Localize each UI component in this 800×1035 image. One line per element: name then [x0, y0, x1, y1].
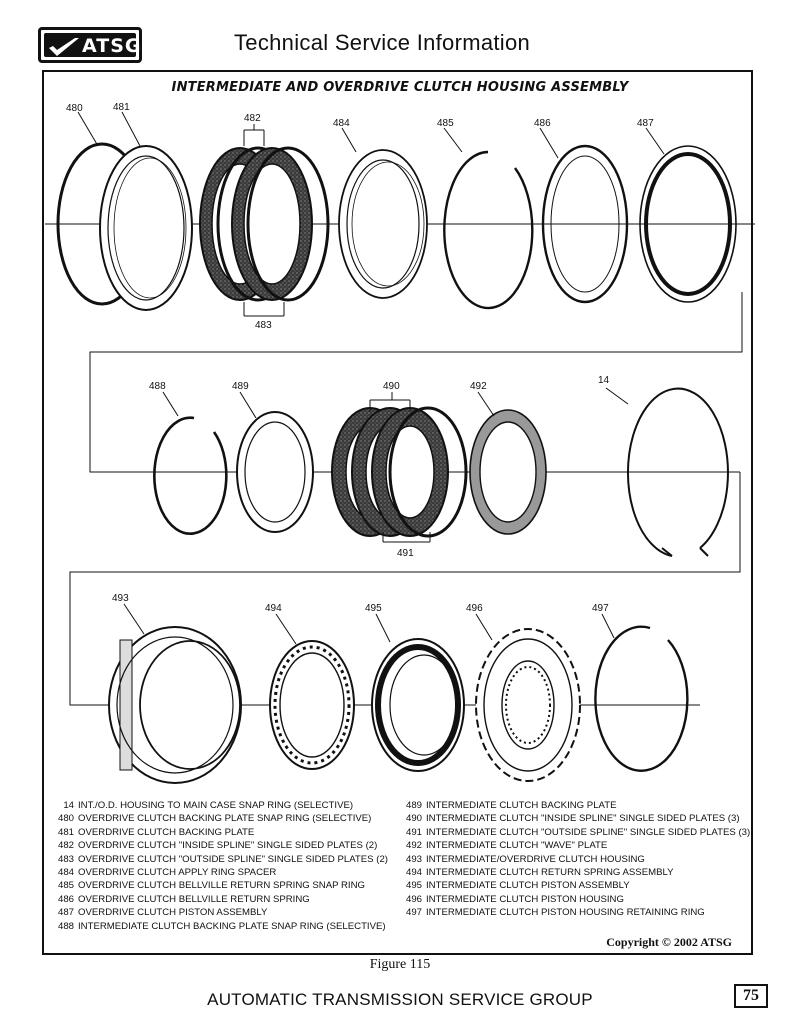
- callout-489: 489: [232, 381, 249, 392]
- legend-item: 496 INTERMEDIATE CLUTCH PISTON HOUSING: [405, 893, 624, 905]
- callout-495: 495: [365, 603, 382, 614]
- legend-item: 495 INTERMEDIATE CLUTCH PISTON ASSEMBLY: [405, 880, 630, 892]
- callout-493: 493: [112, 593, 129, 604]
- callout-490: 490: [383, 381, 400, 392]
- part-481-backing-plate: [100, 146, 192, 310]
- callout-484: 484: [333, 118, 350, 129]
- copyright-notice: Copyright © 2002 ATSG: [606, 935, 732, 949]
- legend-item: 482 OVERDRIVE CLUTCH "INSIDE SPLINE" SINGLE SIDED PLATES (2): [57, 840, 378, 852]
- part-485-snap-ring: [444, 152, 532, 308]
- part-489-backing-plate: [237, 412, 313, 532]
- legend-item: 492 INTERMEDIATE CLUTCH "WAVE" PLATE: [405, 840, 608, 852]
- footer-text: AUTOMATIC TRANSMISSION SERVICE GROUP: [207, 990, 593, 1009]
- legend-item: 493 INTERMEDIATE/OVERDRIVE CLUTCH HOUSING: [405, 853, 645, 865]
- header-title: Technical Service Information: [234, 30, 531, 55]
- part-495-piston-assembly: [372, 639, 464, 771]
- legend-left: [52, 799, 388, 933]
- callout-14: 14: [598, 375, 610, 386]
- part-492-wave-plate: [470, 410, 546, 534]
- legend-item: 488 INTERMEDIATE CLUTCH BACKING PLATE SNAP RING (SELECTIVE): [57, 920, 386, 932]
- callout-491: 491: [397, 548, 414, 559]
- logo-text: ATSG: [82, 35, 142, 57]
- figure-label: Figure 115: [369, 957, 431, 972]
- callout-494: 494: [265, 603, 282, 614]
- callout-497: 497: [592, 603, 609, 614]
- callout-486: 486: [534, 118, 551, 129]
- legend-item: 480 OVERDRIVE CLUTCH BACKING PLATE SNAP RING (SELECTIVE): [57, 813, 372, 825]
- legend-item: 494 INTERMEDIATE CLUTCH RETURN SPRING ASSEMBLY: [405, 867, 674, 879]
- callout-492: 492: [470, 381, 487, 392]
- legend-item: 484 OVERDRIVE CLUTCH APPLY RING SPACER: [57, 867, 277, 879]
- legend-item: 487 OVERDRIVE CLUTCH PISTON ASSEMBLY: [57, 907, 268, 919]
- callout-482: 482: [244, 113, 261, 124]
- diagram-title: INTERMEDIATE AND OVERDRIVE CLUTCH HOUSING ASSEMBLY: [171, 80, 629, 95]
- legend-item: 489 INTERMEDIATE CLUTCH BACKING PLATE: [405, 800, 617, 811]
- legend-item: 486 OVERDRIVE CLUTCH BELLVILLE RETURN SPRING: [57, 893, 310, 905]
- callout-487: 487: [637, 118, 654, 129]
- part-494-return-spring-assembly: [270, 641, 354, 769]
- legend-item: 497 INTERMEDIATE CLUTCH PISTON HOUSING RETAINING RING: [405, 907, 705, 919]
- legend-item: 14 INT./O.D. HOUSING TO MAIN CASE SNAP RING (SELECTIVE): [63, 800, 354, 811]
- part-482-483-clutch-pack: [200, 148, 328, 300]
- callout-481: 481: [113, 102, 130, 113]
- part-497-retaining-ring: [595, 627, 687, 771]
- part-496-piston-housing: [476, 629, 580, 781]
- legend-right: [400, 799, 750, 920]
- callout-496: 496: [466, 603, 483, 614]
- part-493-clutch-housing: [109, 627, 241, 783]
- legend-item: 490 INTERMEDIATE CLUTCH "INSIDE SPLINE" SINGLE SIDED PLATES (3): [405, 813, 740, 825]
- callout-483: 483: [255, 320, 272, 331]
- callout-485: 485: [437, 118, 454, 129]
- callout-480: 480: [66, 103, 83, 114]
- part-488-snap-ring: [154, 418, 226, 534]
- legend-item: 483 OVERDRIVE CLUTCH "OUTSIDE SPLINE" SINGLE SIDED PLATES (2): [57, 853, 388, 865]
- part-484-apply-ring-spacer: [339, 150, 427, 298]
- legend-item: 491 INTERMEDIATE CLUTCH "OUTSIDE SPLINE" SINGLE SIDED PLATES (3): [405, 826, 751, 838]
- page-number: 75: [734, 984, 768, 1008]
- legend-item: 485 OVERDRIVE CLUTCH BELLVILLE RETURN SPRING SNAP RING: [57, 880, 365, 892]
- part-490-491-clutch-pack: [332, 408, 466, 536]
- legend-item: 481 OVERDRIVE CLUTCH BACKING PLATE: [57, 826, 255, 838]
- callout-488: 488: [149, 381, 166, 392]
